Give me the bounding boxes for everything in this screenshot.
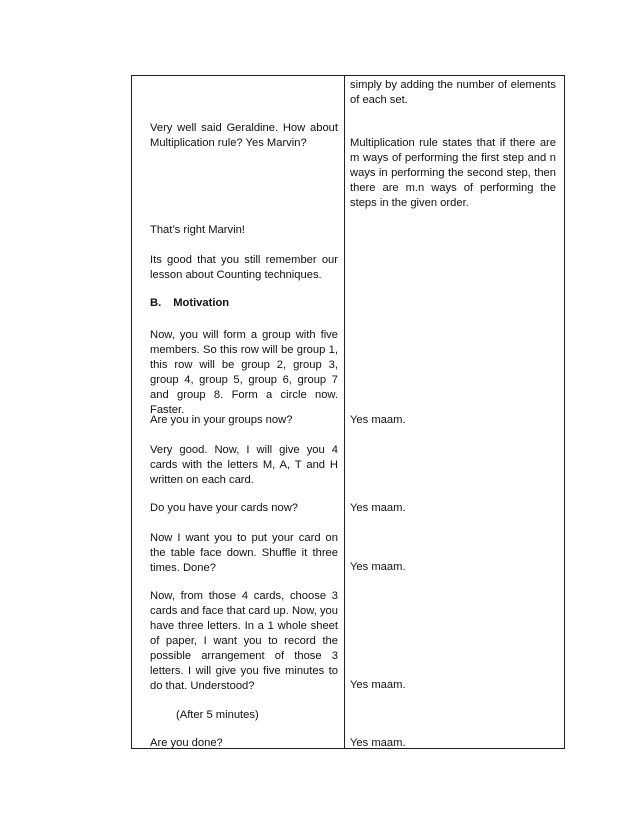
student-reply-understood: Yes maam. — [350, 679, 406, 691]
student-reply-groups: Yes maam. — [350, 414, 406, 426]
section-heading-motivation — [150, 296, 338, 311]
teacher-cards-question: Do you have your cards now? — [150, 502, 299, 514]
teacher-shuffle-instruction: Now I want you to put your card on the table face down. Shuffle it three times. Done? — [150, 532, 338, 574]
teacher-done-question: Are you done? — [150, 737, 223, 749]
student-multiplication-rule: Multiplication rule states that if there are m ways of performing the first step and n ways in performing the second step, then there are m.n ways of performing the steps in the given order. — [350, 137, 556, 209]
section-letter: B. — [150, 297, 162, 309]
teacher-group-instruction: Now, you will form a group with five members. So this row will be group 1, this row will be group 2, group 3, group 4, group 5, group 6, group 7 and group 8. Form a circle now. Faster. — [150, 329, 338, 416]
teacher-after-note: (After 5 minutes) — [176, 709, 259, 721]
teacher-remember-note: Its good that you still remember our lesson about Counting techniques. — [150, 254, 338, 281]
teacher-groups-question: Are you in your groups now? — [150, 414, 293, 426]
student-reply-shuffle: Yes maam. — [350, 561, 406, 573]
student-reply-cards: Yes maam. — [350, 502, 406, 514]
lesson-plan-table — [131, 75, 565, 749]
teacher-geraldine-prompt: Very well said Geraldine. How about Multiplication rule? Yes Marvin? — [150, 122, 338, 149]
student-addition-rule-tail: simply by adding the number of elements of each set. — [350, 79, 556, 106]
teacher-cards-instruction: Very good. Now, I will give you 4 cards with the letters M, A, T and H written on each card. — [150, 444, 338, 486]
student-reply-done: Yes maam. — [350, 737, 406, 749]
teacher-marvin-ack: That’s right Marvin! — [150, 224, 245, 236]
section-title: Motivation — [173, 297, 230, 309]
teacher-arrangement-instruction: Now, from those 4 cards, choose 3 cards and face that card up. Now, you have three letters. In a 1 whole sheet of paper, I want you to record the possible arrangement of those 3 letters. I will give you five minutes to do that. Understood? — [150, 590, 338, 692]
column-divider — [344, 76, 345, 748]
